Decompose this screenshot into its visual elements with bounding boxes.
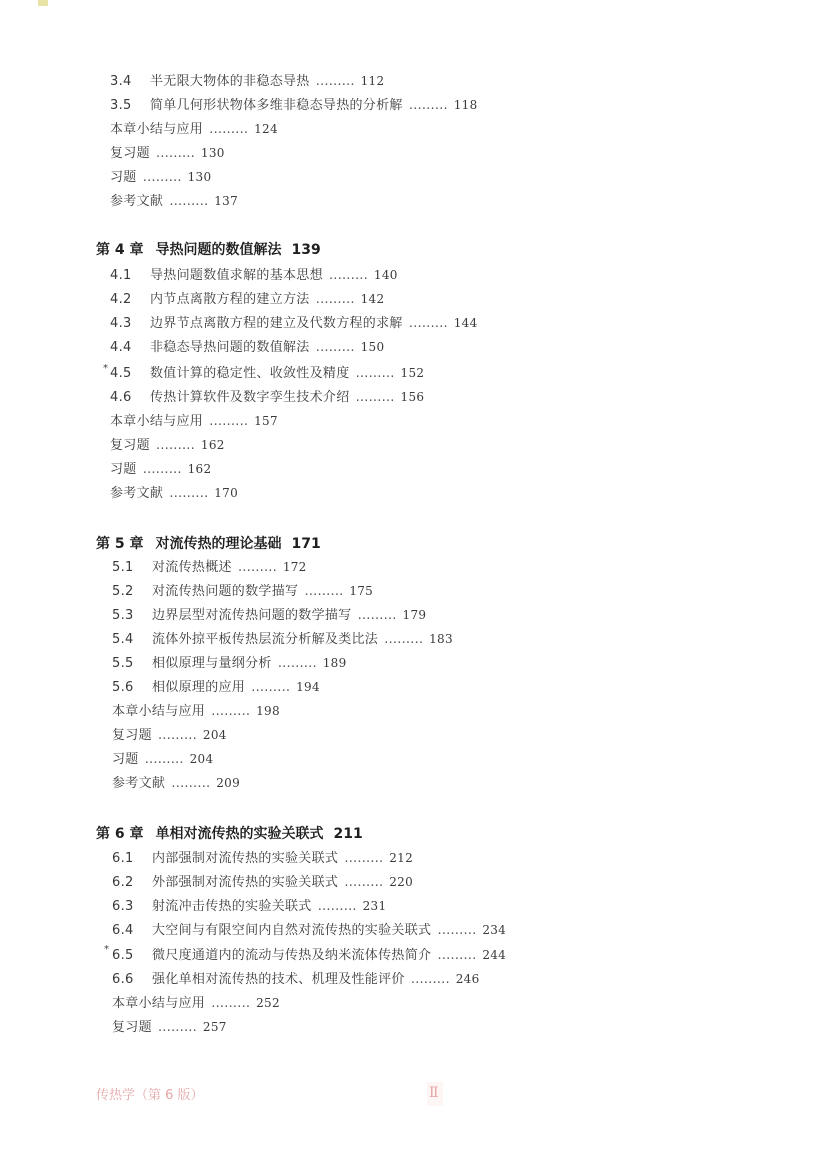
footer-book-title: 传热学（第 6 版）	[96, 1088, 204, 1103]
section-title: 复习题	[112, 1020, 152, 1035]
dot-leader: ………	[328, 268, 368, 283]
toc-entry[interactable]	[110, 72, 384, 91]
dot-leader: ………	[304, 584, 344, 599]
dot-leader: ………	[155, 438, 195, 453]
optional-section-marker: *	[104, 944, 109, 955]
section-title: 复习题	[110, 438, 150, 453]
toc-entry[interactable]	[110, 436, 225, 455]
toc-entry[interactable]	[110, 96, 478, 115]
toc-entry[interactable]	[112, 921, 506, 940]
section-title: 参考文献	[112, 776, 166, 791]
section-title: 复习题	[112, 728, 152, 743]
dot-leader: ………	[315, 74, 355, 89]
section-title: 习题	[112, 752, 139, 767]
section-title: 内部强制对流传热的实验关联式	[152, 851, 339, 866]
dot-leader: ………	[317, 899, 357, 914]
section-number: 5.1	[112, 560, 134, 575]
section-title: 复习题	[110, 146, 150, 161]
page-number: 118	[453, 98, 478, 112]
toc-entry[interactable]	[112, 558, 307, 577]
section-title: 相似原理与量纲分析	[152, 656, 272, 671]
dot-leader: ………	[251, 680, 291, 695]
section-number: 5.5	[112, 656, 134, 671]
page-number: 130	[187, 170, 212, 184]
page-number: 231	[362, 899, 387, 913]
section-title: 半无限大物体的非稳态导热	[150, 74, 310, 89]
toc-entry[interactable]	[112, 1018, 227, 1037]
section-number: 4.6	[110, 390, 132, 405]
section-title: 本章小结与应用	[112, 996, 206, 1011]
dot-leader: ………	[209, 414, 249, 429]
toc-entry[interactable]	[110, 484, 238, 503]
toc-entry[interactable]	[110, 388, 424, 407]
toc-entry[interactable]	[110, 364, 424, 383]
page-number: 172	[282, 560, 307, 574]
section-number: 6.6	[112, 972, 134, 987]
section-title: 大空间与有限空间内自然对流传热的实验关联式	[152, 923, 432, 938]
section-title: 强化单相对流传热的技术、机理及性能评价	[152, 972, 405, 987]
toc-entry[interactable]	[112, 726, 227, 745]
section-number: 3.5	[110, 98, 132, 113]
dot-leader: ………	[155, 146, 195, 161]
toc-entry[interactable]	[112, 873, 413, 892]
section-title: 参考文献	[110, 194, 164, 209]
toc-entry[interactable]	[112, 897, 386, 916]
toc-entry[interactable]	[110, 460, 211, 479]
page-number: 204	[202, 728, 227, 742]
page-number: 246	[455, 972, 480, 986]
toc-entry[interactable]	[112, 994, 280, 1013]
chapter-heading[interactable]	[96, 824, 363, 844]
page-number: 152	[400, 366, 425, 380]
dot-leader: ………	[171, 776, 211, 791]
page-number: 137	[214, 194, 239, 208]
chapter-label: 第 5 章	[96, 536, 144, 552]
corner-mark	[38, 0, 48, 6]
toc-entry[interactable]	[110, 412, 278, 431]
page-number: 183	[429, 632, 453, 646]
page-number: 112	[360, 74, 385, 88]
section-number: 5.6	[112, 680, 134, 695]
chapter-page: 139	[291, 242, 321, 258]
section-number: 3.4	[110, 74, 132, 89]
section-title: 本章小结与应用	[110, 122, 204, 137]
toc-entry[interactable]	[112, 630, 453, 649]
dot-leader: ………	[344, 851, 384, 866]
section-title: 流体外掠平板传热层流分析解及类比法	[152, 632, 379, 647]
section-number: 4.4	[110, 340, 132, 355]
toc-entry[interactable]	[110, 338, 384, 357]
section-title: 数值计算的稳定性、收敛性及精度	[150, 366, 350, 381]
page-number: 212	[389, 851, 414, 865]
chapter-title: 单相对流传热的实验关联式	[155, 826, 324, 842]
section-title: 对流传热问题的数学描写	[152, 584, 299, 599]
page-number: 150	[360, 340, 385, 354]
page-number: 194	[296, 680, 320, 694]
dot-leader: ………	[408, 98, 448, 113]
section-title: 本章小结与应用	[112, 704, 206, 719]
page-number: 189	[322, 656, 347, 670]
page-number: 130	[200, 146, 225, 160]
section-title: 非稳态导热问题的数值解法	[150, 340, 310, 355]
page-number: 252	[256, 996, 280, 1010]
toc-entry[interactable]	[110, 290, 384, 309]
dot-leader: ………	[211, 704, 251, 719]
section-title: 对流传热概述	[152, 560, 232, 575]
dot-leader: ………	[408, 316, 448, 331]
section-number: 6.2	[112, 875, 134, 890]
dot-leader: ………	[237, 560, 277, 575]
page-number: 142	[360, 292, 385, 306]
toc-entry[interactable]	[112, 970, 480, 989]
toc-entry[interactable]	[110, 266, 398, 285]
chapter-title: 对流传热的理论基础	[155, 536, 282, 552]
chapter-title: 导热问题的数值解法	[155, 242, 282, 258]
page-number: 179	[402, 608, 427, 622]
page-number: 144	[453, 316, 478, 330]
page-number: 170	[214, 486, 239, 500]
toc-entry[interactable]	[112, 774, 240, 793]
section-title: 边界层型对流传热问题的数学描写	[152, 608, 352, 623]
section-title: 导热问题数值求解的基本思想	[150, 268, 323, 283]
section-number: 4.2	[110, 292, 132, 307]
chapter-label: 第 4 章	[96, 242, 144, 258]
section-number: 4.5	[110, 366, 132, 381]
dot-leader: ………	[144, 752, 184, 767]
dot-leader: ………	[344, 875, 384, 890]
chapter-heading[interactable]	[96, 240, 321, 260]
page-number: 257	[202, 1020, 227, 1034]
chapter-page: 171	[291, 536, 321, 552]
dot-leader: ………	[437, 948, 477, 963]
toc-entry[interactable]	[110, 192, 238, 211]
dot-leader: ………	[355, 390, 395, 405]
page-number: 204	[189, 752, 214, 766]
page-number: 244	[482, 948, 507, 962]
section-title: 本章小结与应用	[110, 414, 204, 429]
section-title: 简单几何形状物体多维非稳态导热的分析解	[150, 98, 403, 113]
page-number: 162	[200, 438, 225, 452]
section-title: 外部强制对流传热的实验关联式	[152, 875, 339, 890]
toc-entry[interactable]	[112, 750, 213, 769]
section-number: 5.2	[112, 584, 134, 599]
toc-entry[interactable]	[110, 168, 211, 187]
toc-entry[interactable]	[112, 582, 373, 601]
optional-section-marker: *	[103, 363, 108, 374]
section-title: 相似原理的应用	[152, 680, 246, 695]
dot-leader: ………	[315, 292, 355, 307]
page-number: 157	[254, 414, 278, 428]
section-title: 习题	[110, 170, 137, 185]
section-number: 6.3	[112, 899, 134, 914]
page-number: 198	[256, 704, 280, 718]
dot-leader: ………	[315, 340, 355, 355]
page-number: 124	[254, 122, 278, 136]
dot-leader: ………	[410, 972, 450, 987]
dot-leader: ………	[157, 728, 197, 743]
toc-entry[interactable]	[112, 678, 320, 697]
section-number: 5.3	[112, 608, 134, 623]
toc-entry[interactable]	[112, 654, 347, 673]
section-number: 6.4	[112, 923, 134, 938]
dot-leader: ………	[169, 486, 209, 501]
toc-entry[interactable]	[110, 120, 278, 139]
chapter-heading[interactable]	[96, 534, 321, 554]
page-number: 220	[389, 875, 414, 889]
dot-leader: ………	[169, 194, 209, 209]
section-number: 4.3	[110, 316, 132, 331]
toc-entry[interactable]	[112, 849, 413, 868]
dot-leader: ………	[437, 923, 477, 938]
dot-leader: ………	[355, 366, 395, 381]
page-number: 209	[216, 776, 241, 790]
dot-leader: ………	[384, 632, 424, 647]
page-number: 162	[187, 462, 212, 476]
section-title: 微尺度通道内的流动与传热及纳米流体传热简介	[152, 948, 432, 963]
section-number: 6.1	[112, 851, 134, 866]
dot-leader: ………	[211, 996, 251, 1011]
section-title: 传热计算软件及数字孪生技术介绍	[150, 390, 350, 405]
section-title: 边界节点离散方程的建立及代数方程的求解	[150, 316, 403, 331]
chapter-label: 第 6 章	[96, 826, 144, 842]
footer-page-number: Ⅱ	[429, 1085, 439, 1101]
toc-entry[interactable]	[112, 702, 280, 721]
toc-entry[interactable]	[112, 606, 426, 625]
toc-entry[interactable]	[110, 144, 225, 163]
dot-leader: ………	[357, 608, 397, 623]
page-number: 140	[373, 268, 398, 282]
section-title: 内节点离散方程的建立方法	[150, 292, 310, 307]
toc-entry[interactable]	[110, 314, 478, 333]
section-number: 6.5	[112, 948, 134, 963]
section-title: 射流冲击传热的实验关联式	[152, 899, 312, 914]
dot-leader: ………	[142, 462, 182, 477]
chapter-page: 211	[333, 826, 363, 842]
dot-leader: ………	[157, 1020, 197, 1035]
dot-leader: ………	[142, 170, 182, 185]
section-title: 参考文献	[110, 486, 164, 501]
section-number: 5.4	[112, 632, 134, 647]
dot-leader: ………	[277, 656, 317, 671]
section-title: 习题	[110, 462, 137, 477]
page-number: 234	[482, 923, 507, 937]
toc-entry[interactable]	[112, 946, 506, 965]
section-number: 4.1	[110, 268, 132, 283]
dot-leader: ………	[209, 122, 249, 137]
page-number: 156	[400, 390, 425, 404]
page-number: 175	[349, 584, 374, 598]
